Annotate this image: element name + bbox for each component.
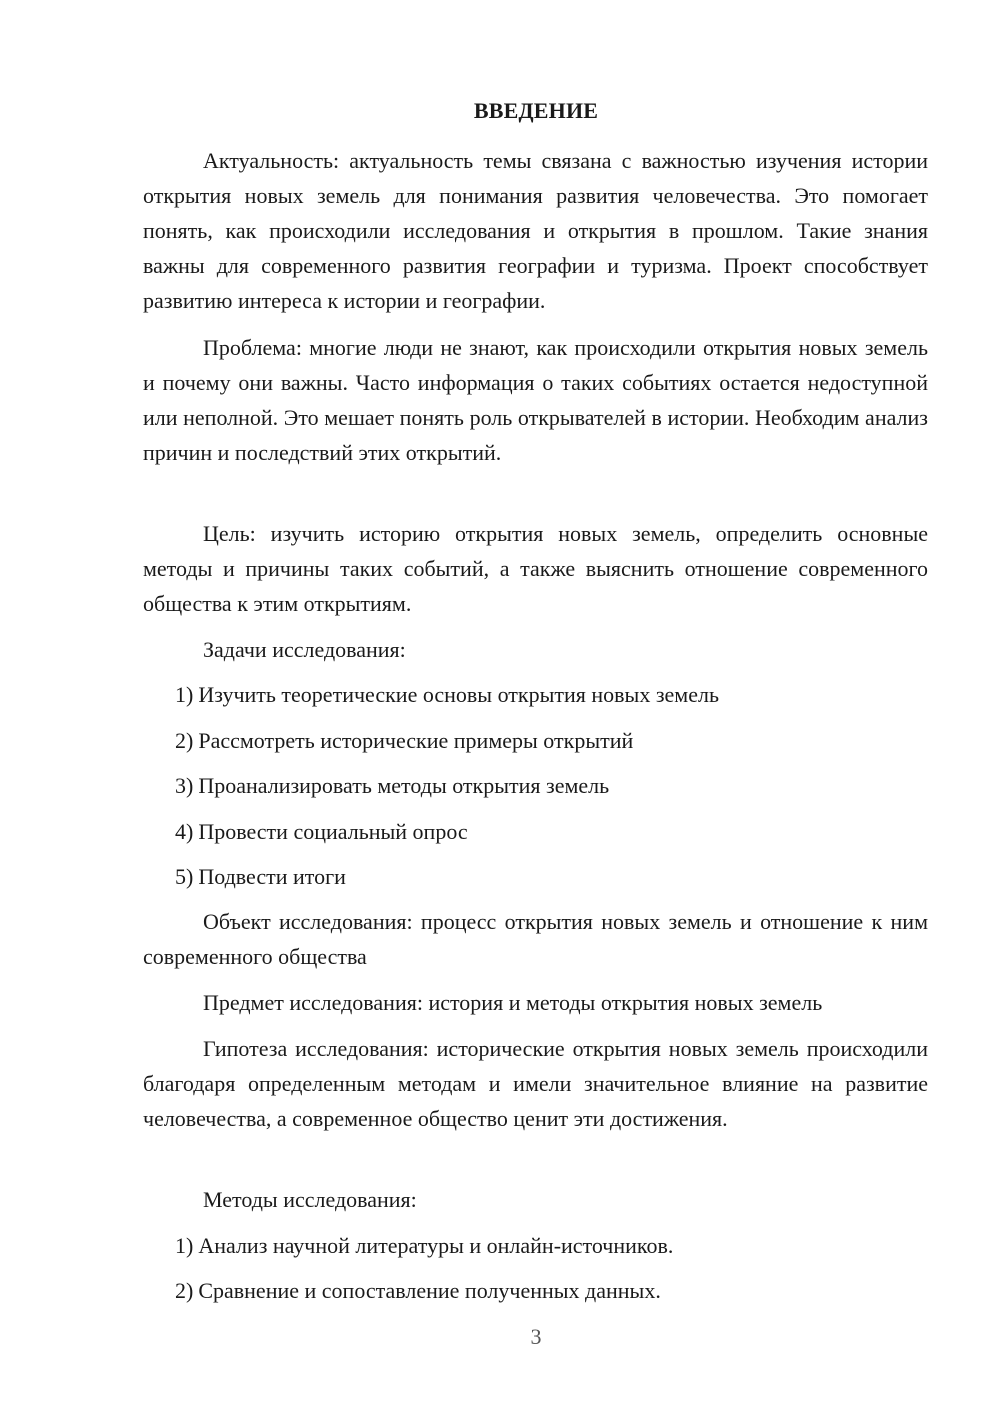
method-text: Сравнение и сопоставление полученных данных. — [198, 1278, 661, 1303]
task-number: 2) — [175, 728, 194, 753]
task-item — [175, 723, 633, 758]
task-number: 4) — [175, 819, 194, 844]
task-text: Подвести итоги — [198, 864, 346, 889]
hypothesis-paragraph: Гипотеза исследования: исторические открытия новых земель происходили благодаря определенным методам и имели значительное влияние на развитие человечества, а современное общество ценит эти достижения. — [143, 1036, 928, 1131]
task-item — [175, 768, 609, 803]
subject-paragraph: Предмет исследования: история и методы открытия новых земель — [203, 990, 823, 1015]
task-text: Проанализировать методы открытия земель — [198, 773, 610, 798]
problem-paragraph: Проблема: многие люди не знают, как происходили открытия новых земель и почему они важны. Часто информация о таких событиях остается недоступной или неполной. Это мешает понять роль открывателей в истории. Необходим анализ причин и последствий этих открытий. — [143, 335, 928, 465]
method-item — [175, 1228, 673, 1263]
task-text: Изучить теоретические основы открытия новых земель — [198, 682, 719, 707]
method-text: Анализ научной литературы и онлайн-источников. — [198, 1233, 674, 1258]
methods-title: Методы исследования: — [203, 1187, 417, 1212]
method-number: 2) — [175, 1278, 194, 1303]
page-number: 3 — [530, 1324, 542, 1349]
relevance-paragraph: Актуальность: актуальность темы связана с важностью изучения истории открытия новых земель для понимания развития человечества. Это помогает понять, как происходили исследования и открытия в прошлом. Такие знания важны для современного развития географии и туризма. Проект способствует развитию интереса к истории и географии. — [143, 148, 928, 313]
method-item — [175, 1273, 661, 1308]
task-item — [175, 814, 468, 849]
task-text: Рассмотреть исторические примеры открытий — [198, 728, 634, 753]
task-number: 3) — [175, 773, 194, 798]
goal-paragraph: Цель: изучить историю открытия новых земель, определить основные методы и причины таких событий, а также выяснить отношение современного общества к этим открытиям. — [143, 521, 928, 616]
object-paragraph: Объект исследования: процесс открытия новых земель и отношение к ним современного общества — [143, 909, 928, 969]
tasks-title: Задачи исследования: — [203, 637, 406, 662]
task-number: 5) — [175, 864, 194, 889]
task-item — [175, 677, 719, 712]
section-heading: ВВЕДЕНИЕ — [473, 98, 599, 123]
task-number: 1) — [175, 682, 194, 707]
task-item — [175, 859, 346, 894]
task-text: Провести социальный опрос — [198, 819, 468, 844]
method-number: 1) — [175, 1233, 194, 1258]
